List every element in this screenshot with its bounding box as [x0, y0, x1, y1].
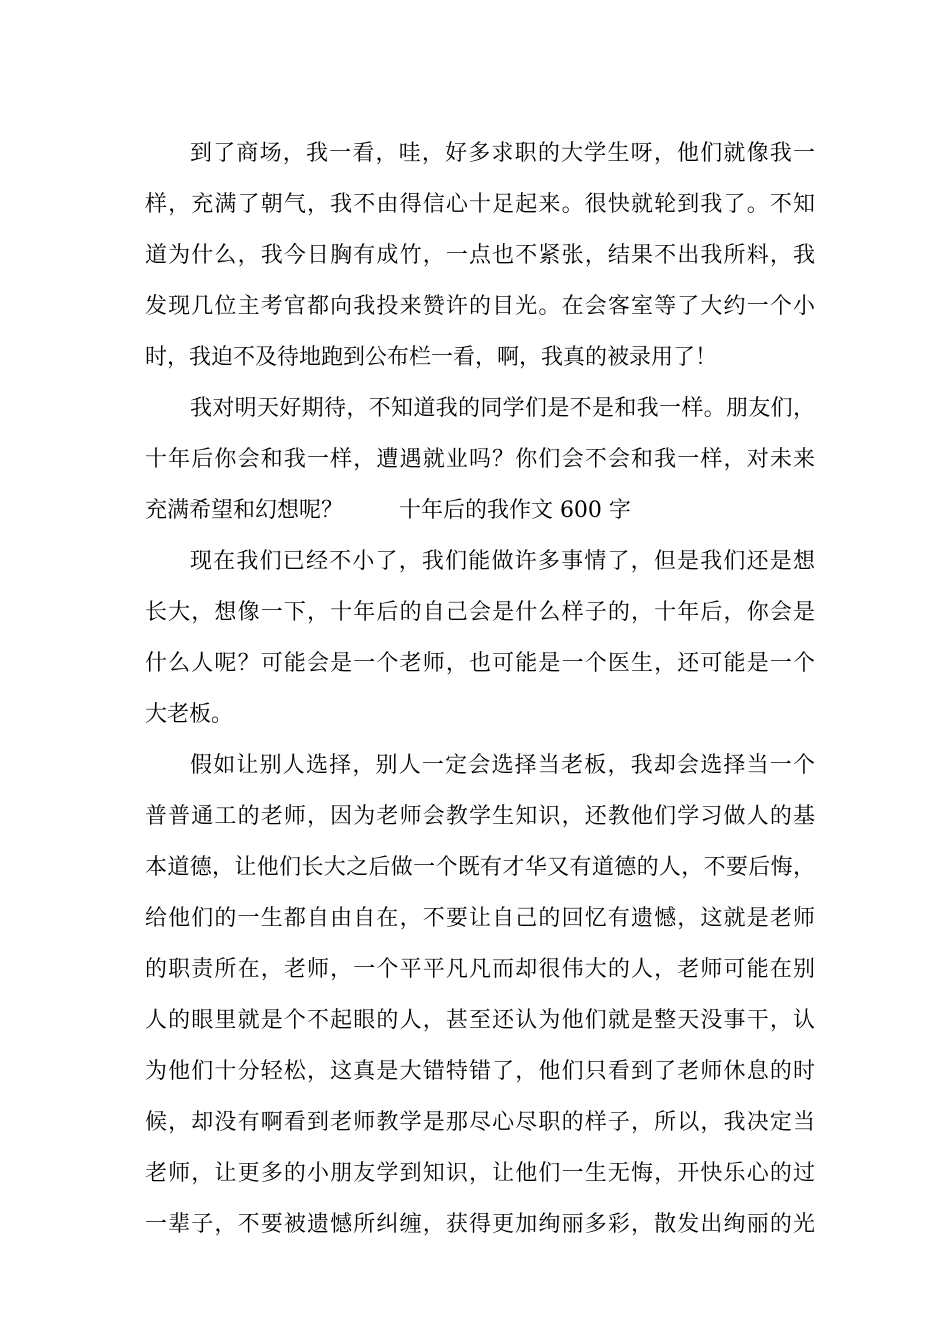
text-line: 到了商场，我一看，哇，好多求职的大学生呀，他们就像我一 — [190, 141, 815, 166]
document-page — [145, 128, 815, 1250]
text-line: 人的眼里就是个不起眼的人，甚至还认为他们就是整天没事干，认 — [145, 1008, 815, 1033]
text-line: 时，我迫不及待地跑到公布栏一看，啊，我真的被录用了！ — [145, 345, 718, 370]
text-line: 我对明天好期待，不知道我的同学们是不是和我一样。朋友们， — [190, 396, 815, 421]
text-line: 假如让别人选择，别人一定会选择当老板，我却会选择当一个 — [190, 753, 815, 778]
paragraph-1 — [145, 128, 815, 383]
text-line: 长大，想像一下，十年后的自己会是什么样子的，十年后，你会是 — [145, 600, 815, 625]
text-line: 道为什么，我今日胸有成竹，一点也不紧张，结果不出我所料，我 — [145, 243, 815, 268]
text-line: 为他们十分轻松，这真是大错特错了，他们只看到了老师休息的时 — [145, 1059, 815, 1084]
text-line: 发现几位主考官都向我投来赞许的目光。在会客室等了大约一个小 — [145, 294, 815, 319]
text-line: 充满希望和幻想呢？ 十年后的我作文 600 字 — [145, 498, 631, 523]
paragraph-4 — [145, 740, 815, 1250]
text-line: 大老板。 — [145, 702, 234, 727]
text-line: 一辈子，不要被遗憾所纠缠，获得更加绚丽多彩，散发出绚丽的光 — [145, 1212, 815, 1237]
text-line: 老师，让更多的小朋友学到知识，让他们一生无悔，开快乐心的过 — [145, 1161, 815, 1186]
text-line: 的职责所在，老师，一个平平凡凡而却很伟大的人，老师可能在别 — [145, 957, 815, 982]
paragraph-3 — [145, 536, 815, 740]
text-line: 什么人呢？可能会是一个老师，也可能是一个医生，还可能是一个 — [145, 651, 815, 676]
text-line: 候，却没有啊看到老师教学是那尽心尽职的样子，所以，我决定当 — [145, 1110, 815, 1135]
text-line: 现在我们已经不小了，我们能做许多事情了，但是我们还是想 — [190, 549, 815, 574]
text-line: 普普通工的老师，因为老师会教学生知识，还教他们学习做人的基 — [145, 804, 815, 829]
text-line: 给他们的一生都自由自在，不要让自己的回忆有遗憾，这就是老师 — [145, 906, 815, 931]
paragraph-2 — [145, 383, 815, 536]
text-line: 十年后你会和我一样，遭遇就业吗？你们会不会和我一样，对未来 — [145, 447, 815, 472]
text-line: 样，充满了朝气，我不由得信心十足起来。很快就轮到我了。不知 — [145, 192, 815, 217]
text-line: 本道德，让他们长大之后做一个既有才华又有道德的人，不要后悔， — [145, 855, 815, 880]
